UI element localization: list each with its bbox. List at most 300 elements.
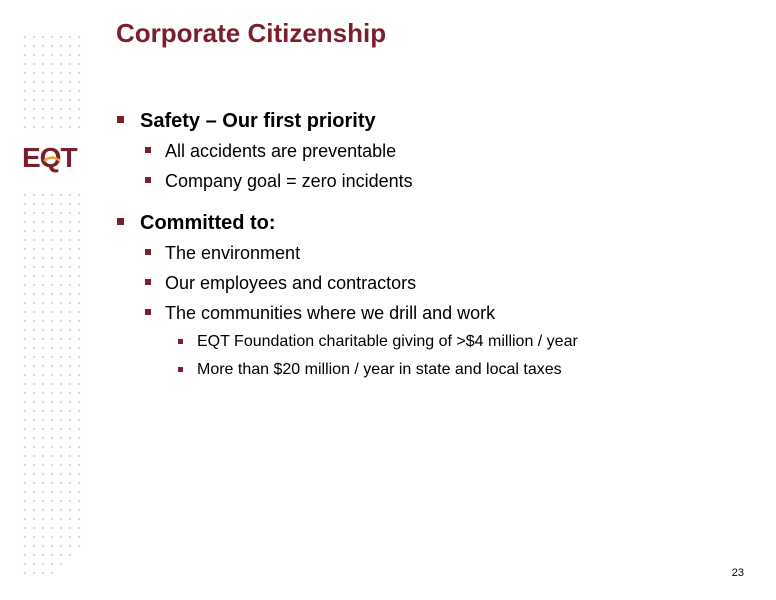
decorative-dot bbox=[60, 99, 62, 101]
decorative-dot bbox=[33, 491, 35, 493]
decorative-dot bbox=[51, 36, 53, 38]
decorative-dot bbox=[60, 203, 62, 205]
decorative-dot bbox=[24, 401, 26, 403]
bullet-level-2 bbox=[116, 298, 756, 328]
decorative-dot bbox=[69, 72, 71, 74]
decorative-dot bbox=[51, 239, 53, 241]
decorative-dot bbox=[42, 419, 44, 421]
decorative-dot bbox=[78, 536, 80, 538]
decorative-dot bbox=[24, 365, 26, 367]
decorative-dot bbox=[42, 401, 44, 403]
decorative-dot bbox=[42, 203, 44, 205]
decorative-dot bbox=[78, 81, 80, 83]
decorative-dot bbox=[78, 63, 80, 65]
decorative-dot bbox=[24, 284, 26, 286]
decorative-dot bbox=[33, 419, 35, 421]
decorative-dot bbox=[69, 203, 71, 205]
decorative-dot bbox=[33, 545, 35, 547]
decorative-dot bbox=[33, 320, 35, 322]
decorative-dot bbox=[51, 248, 53, 250]
decorative-dot bbox=[78, 45, 80, 47]
decorative-dot bbox=[33, 410, 35, 412]
decorative-dot bbox=[24, 419, 26, 421]
decorative-dot-grid-bottom bbox=[22, 192, 82, 582]
decorative-dot bbox=[42, 275, 44, 277]
decorative-dot bbox=[24, 347, 26, 349]
decorative-dot bbox=[78, 455, 80, 457]
decorative-dot bbox=[33, 365, 35, 367]
decorative-dot bbox=[51, 473, 53, 475]
decorative-dot bbox=[42, 248, 44, 250]
decorative-dot bbox=[24, 257, 26, 259]
decorative-dot bbox=[78, 126, 80, 128]
decorative-dot bbox=[42, 81, 44, 83]
decorative-dot bbox=[24, 81, 26, 83]
decorative-dot bbox=[60, 194, 62, 196]
decorative-dot bbox=[42, 45, 44, 47]
decorative-dot bbox=[33, 212, 35, 214]
decorative-dot bbox=[51, 401, 53, 403]
decorative-dot bbox=[78, 419, 80, 421]
decorative-dot bbox=[51, 230, 53, 232]
decorative-dot bbox=[33, 356, 35, 358]
decorative-dot bbox=[69, 329, 71, 331]
decorative-dot bbox=[51, 455, 53, 457]
decorative-dot bbox=[24, 455, 26, 457]
decorative-dot bbox=[51, 99, 53, 101]
decorative-dot bbox=[51, 419, 53, 421]
decorative-dot bbox=[42, 99, 44, 101]
decorative-dot bbox=[24, 230, 26, 232]
decorative-dot bbox=[60, 90, 62, 92]
decorative-dot bbox=[42, 329, 44, 331]
decorative-dot bbox=[24, 491, 26, 493]
decorative-dot bbox=[24, 428, 26, 430]
decorative-dot bbox=[69, 257, 71, 259]
decorative-dot bbox=[51, 410, 53, 412]
decorative-dot bbox=[24, 473, 26, 475]
decorative-dot bbox=[69, 293, 71, 295]
decorative-dot bbox=[69, 248, 71, 250]
decorative-dot bbox=[33, 563, 35, 565]
decorative-dot bbox=[69, 410, 71, 412]
decorative-dot bbox=[42, 473, 44, 475]
decorative-dot bbox=[33, 293, 35, 295]
decorative-dot bbox=[51, 356, 53, 358]
decorative-dot bbox=[42, 194, 44, 196]
decorative-dot bbox=[42, 536, 44, 538]
decorative-dot bbox=[78, 284, 80, 286]
bullet-text: The environment bbox=[165, 243, 301, 263]
decorative-dot bbox=[60, 320, 62, 322]
decorative-dot bbox=[51, 266, 53, 268]
decorative-dot bbox=[33, 536, 35, 538]
bullet-level-2 bbox=[116, 238, 756, 268]
decorative-dot bbox=[51, 212, 53, 214]
decorative-dot bbox=[60, 383, 62, 385]
decorative-dot bbox=[33, 239, 35, 241]
bullet-text: The communities where we drill and work bbox=[165, 303, 496, 323]
decorative-dot bbox=[24, 482, 26, 484]
square-bullet-icon bbox=[117, 116, 124, 123]
decorative-dot bbox=[69, 275, 71, 277]
decorative-dot bbox=[42, 257, 44, 259]
decorative-dot bbox=[51, 221, 53, 223]
decorative-dot bbox=[42, 54, 44, 56]
decorative-dot bbox=[24, 266, 26, 268]
decorative-dot bbox=[51, 572, 53, 574]
decorative-dot bbox=[78, 108, 80, 110]
decorative-dot bbox=[78, 275, 80, 277]
decorative-dot bbox=[33, 45, 35, 47]
decorative-dot bbox=[60, 54, 62, 56]
decorative-dot bbox=[69, 383, 71, 385]
decorative-dot bbox=[51, 464, 53, 466]
decorative-dot bbox=[78, 545, 80, 547]
decorative-dot bbox=[42, 500, 44, 502]
decorative-dot bbox=[78, 347, 80, 349]
decorative-dot bbox=[24, 446, 26, 448]
decorative-dot bbox=[78, 194, 80, 196]
decorative-dot bbox=[33, 446, 35, 448]
decorative-dot bbox=[69, 374, 71, 376]
decorative-dot bbox=[69, 320, 71, 322]
decorative-dot bbox=[60, 545, 62, 547]
decorative-dot bbox=[33, 108, 35, 110]
decorative-dot bbox=[69, 126, 71, 128]
decorative-dot bbox=[60, 464, 62, 466]
decorative-dot bbox=[42, 518, 44, 520]
decorative-dot bbox=[33, 194, 35, 196]
decorative-dot bbox=[33, 509, 35, 511]
decorative-dot bbox=[24, 239, 26, 241]
decorative-dot bbox=[69, 45, 71, 47]
decorative-dot bbox=[33, 266, 35, 268]
decorative-dot bbox=[69, 437, 71, 439]
decorative-dot bbox=[78, 257, 80, 259]
decorative-dot bbox=[42, 36, 44, 38]
decorative-dot bbox=[60, 392, 62, 394]
square-bullet-icon bbox=[145, 309, 151, 315]
decorative-dot bbox=[69, 338, 71, 340]
decorative-dot bbox=[24, 293, 26, 295]
decorative-dot bbox=[42, 410, 44, 412]
decorative-dot bbox=[69, 356, 71, 358]
decorative-dot bbox=[24, 329, 26, 331]
decorative-dot bbox=[42, 320, 44, 322]
decorative-dot bbox=[24, 311, 26, 313]
decorative-dot bbox=[42, 428, 44, 430]
bullet-text: Safety – Our first priority bbox=[140, 110, 376, 132]
decorative-dot bbox=[24, 356, 26, 358]
decorative-dot bbox=[51, 518, 53, 520]
decorative-dot bbox=[33, 401, 35, 403]
decorative-dot bbox=[24, 545, 26, 547]
square-bullet-icon bbox=[145, 147, 151, 153]
decorative-dot bbox=[78, 293, 80, 295]
decorative-dot bbox=[51, 482, 53, 484]
decorative-dot bbox=[69, 392, 71, 394]
decorative-dot bbox=[60, 473, 62, 475]
decorative-dot bbox=[60, 117, 62, 119]
decorative-dot bbox=[69, 221, 71, 223]
square-bullet-icon bbox=[145, 249, 151, 255]
decorative-dot bbox=[51, 536, 53, 538]
decorative-dot bbox=[24, 221, 26, 223]
decorative-dot bbox=[60, 221, 62, 223]
decorative-dot bbox=[60, 509, 62, 511]
decorative-dot bbox=[78, 338, 80, 340]
decorative-dot bbox=[42, 90, 44, 92]
decorative-dot bbox=[33, 347, 35, 349]
decorative-dot bbox=[42, 338, 44, 340]
decorative-dot bbox=[51, 194, 53, 196]
decorative-dot bbox=[78, 446, 80, 448]
decorative-dot bbox=[24, 248, 26, 250]
decorative-dot bbox=[33, 284, 35, 286]
decorative-dot bbox=[42, 392, 44, 394]
decorative-dot bbox=[51, 554, 53, 556]
decorative-dot bbox=[51, 126, 53, 128]
decorative-dot bbox=[78, 365, 80, 367]
decorative-dot bbox=[51, 284, 53, 286]
decorative-dot bbox=[78, 302, 80, 304]
decorative-dot bbox=[60, 284, 62, 286]
svg-text:EQT: EQT bbox=[22, 142, 77, 173]
decorative-dot bbox=[51, 563, 53, 565]
decorative-dot bbox=[69, 536, 71, 538]
decorative-dot bbox=[60, 257, 62, 259]
decorative-dot bbox=[51, 257, 53, 259]
bullet-level-2 bbox=[116, 136, 756, 166]
decorative-dot bbox=[69, 545, 71, 547]
decorative-dot bbox=[69, 455, 71, 457]
decorative-dot bbox=[33, 329, 35, 331]
decorative-dot bbox=[33, 72, 35, 74]
decorative-dot bbox=[78, 473, 80, 475]
decorative-dot bbox=[69, 428, 71, 430]
decorative-dot bbox=[33, 392, 35, 394]
decorative-dot bbox=[60, 45, 62, 47]
decorative-dot bbox=[33, 302, 35, 304]
square-bullet-icon bbox=[178, 339, 183, 344]
decorative-dot bbox=[60, 338, 62, 340]
decorative-dot bbox=[51, 108, 53, 110]
decorative-dot bbox=[24, 194, 26, 196]
decorative-dot bbox=[42, 491, 44, 493]
decorative-dot bbox=[51, 428, 53, 430]
bullet-list bbox=[116, 106, 756, 384]
decorative-dot bbox=[69, 284, 71, 286]
decorative-dot bbox=[33, 54, 35, 56]
decorative-dot bbox=[69, 482, 71, 484]
decorative-dot bbox=[69, 347, 71, 349]
decorative-dot bbox=[78, 464, 80, 466]
decorative-dot bbox=[78, 212, 80, 214]
decorative-dot bbox=[24, 500, 26, 502]
decorative-dot bbox=[78, 311, 80, 313]
decorative-dot bbox=[24, 383, 26, 385]
decorative-dot bbox=[60, 293, 62, 295]
decorative-dot bbox=[42, 437, 44, 439]
decorative-dot bbox=[33, 473, 35, 475]
decorative-dot bbox=[69, 230, 71, 232]
decorative-dot bbox=[42, 464, 44, 466]
decorative-dot bbox=[33, 230, 35, 232]
decorative-dot bbox=[69, 311, 71, 313]
decorative-dot bbox=[78, 383, 80, 385]
decorative-dot bbox=[51, 509, 53, 511]
decorative-dot bbox=[42, 212, 44, 214]
decorative-dot bbox=[24, 45, 26, 47]
decorative-dot bbox=[24, 338, 26, 340]
decorative-dot bbox=[24, 563, 26, 565]
decorative-dot bbox=[69, 36, 71, 38]
decorative-dot bbox=[24, 212, 26, 214]
decorative-dot bbox=[33, 81, 35, 83]
decorative-dot bbox=[69, 464, 71, 466]
slide-title: Corporate Citizenship bbox=[116, 18, 387, 48]
decorative-dot bbox=[24, 437, 26, 439]
decorative-dot bbox=[33, 275, 35, 277]
page-number: 23 bbox=[731, 567, 744, 579]
decorative-dot bbox=[24, 302, 26, 304]
decorative-dot bbox=[51, 446, 53, 448]
decorative-dot bbox=[69, 108, 71, 110]
decorative-dot bbox=[51, 500, 53, 502]
decorative-dot bbox=[78, 482, 80, 484]
decorative-dot bbox=[78, 527, 80, 529]
decorative-dot bbox=[60, 401, 62, 403]
decorative-dot bbox=[24, 527, 26, 529]
decorative-dot bbox=[69, 266, 71, 268]
decorative-dot bbox=[78, 374, 80, 376]
decorative-dot-grid-top bbox=[22, 34, 82, 134]
eqt-logo bbox=[22, 140, 82, 174]
decorative-dot bbox=[69, 90, 71, 92]
decorative-dot bbox=[24, 54, 26, 56]
decorative-dot bbox=[78, 401, 80, 403]
bullet-text: Company goal = zero incidents bbox=[165, 171, 413, 191]
decorative-dot bbox=[60, 536, 62, 538]
decorative-dot bbox=[42, 284, 44, 286]
decorative-dot bbox=[78, 392, 80, 394]
decorative-dot bbox=[69, 527, 71, 529]
decorative-dot bbox=[78, 54, 80, 56]
decorative-dot bbox=[24, 126, 26, 128]
decorative-dot bbox=[78, 329, 80, 331]
decorative-dot bbox=[24, 90, 26, 92]
decorative-dot bbox=[24, 464, 26, 466]
decorative-dot bbox=[60, 108, 62, 110]
decorative-dot bbox=[42, 545, 44, 547]
bullet-text: More than $20 million / year in state and local taxes bbox=[197, 361, 562, 378]
decorative-dot bbox=[69, 419, 71, 421]
bullet-text: Our employees and contractors bbox=[165, 273, 417, 293]
decorative-dot bbox=[24, 536, 26, 538]
decorative-dot bbox=[33, 518, 35, 520]
decorative-dot bbox=[78, 320, 80, 322]
decorative-dot bbox=[51, 392, 53, 394]
decorative-dot bbox=[78, 239, 80, 241]
decorative-dot bbox=[42, 239, 44, 241]
decorative-dot bbox=[42, 117, 44, 119]
decorative-dot bbox=[69, 117, 71, 119]
decorative-dot bbox=[78, 356, 80, 358]
decorative-dot bbox=[51, 203, 53, 205]
decorative-dot bbox=[60, 230, 62, 232]
decorative-dot bbox=[42, 72, 44, 74]
decorative-dot bbox=[60, 63, 62, 65]
decorative-dot bbox=[33, 482, 35, 484]
bullet-level-2 bbox=[116, 268, 756, 298]
decorative-dot bbox=[60, 329, 62, 331]
decorative-dot bbox=[78, 410, 80, 412]
decorative-dot bbox=[42, 356, 44, 358]
square-bullet-icon bbox=[117, 218, 124, 225]
decorative-dot bbox=[78, 266, 80, 268]
decorative-dot bbox=[33, 63, 35, 65]
decorative-dot bbox=[60, 72, 62, 74]
decorative-dot bbox=[42, 482, 44, 484]
bullet-level-1 bbox=[116, 106, 756, 136]
bullet-text: EQT Foundation charitable giving of >$4 million / year bbox=[197, 333, 578, 350]
square-bullet-icon bbox=[145, 177, 151, 183]
decorative-dot bbox=[51, 374, 53, 376]
decorative-dot bbox=[60, 347, 62, 349]
bullet-text: Committed to: bbox=[140, 212, 276, 234]
decorative-dot bbox=[60, 311, 62, 313]
decorative-dot bbox=[42, 311, 44, 313]
decorative-dot bbox=[33, 311, 35, 313]
decorative-dot bbox=[69, 401, 71, 403]
decorative-dot bbox=[60, 248, 62, 250]
decorative-dot bbox=[51, 117, 53, 119]
decorative-dot bbox=[24, 99, 26, 101]
decorative-dot bbox=[24, 275, 26, 277]
decorative-dot bbox=[60, 374, 62, 376]
decorative-dot bbox=[78, 117, 80, 119]
decorative-dot bbox=[60, 563, 62, 565]
decorative-dot bbox=[33, 437, 35, 439]
decorative-dot bbox=[42, 374, 44, 376]
decorative-dot bbox=[69, 491, 71, 493]
decorative-dot bbox=[42, 221, 44, 223]
decorative-dot bbox=[33, 117, 35, 119]
decorative-dot bbox=[33, 527, 35, 529]
decorative-dot bbox=[51, 527, 53, 529]
bullet-level-3 bbox=[116, 328, 756, 356]
decorative-dot bbox=[51, 365, 53, 367]
decorative-dot bbox=[51, 347, 53, 349]
decorative-dot bbox=[33, 500, 35, 502]
decorative-dot bbox=[51, 45, 53, 47]
decorative-dot bbox=[78, 230, 80, 232]
decorative-dot bbox=[42, 383, 44, 385]
decorative-dot bbox=[60, 275, 62, 277]
decorative-dot bbox=[33, 554, 35, 556]
decorative-dot bbox=[42, 108, 44, 110]
decorative-dot bbox=[51, 275, 53, 277]
decorative-dot bbox=[24, 374, 26, 376]
decorative-dot bbox=[69, 239, 71, 241]
decorative-dot bbox=[42, 563, 44, 565]
decorative-dot bbox=[69, 554, 71, 556]
decorative-dot bbox=[33, 572, 35, 574]
decorative-dot bbox=[78, 509, 80, 511]
decorative-dot bbox=[78, 90, 80, 92]
decorative-dot bbox=[33, 36, 35, 38]
